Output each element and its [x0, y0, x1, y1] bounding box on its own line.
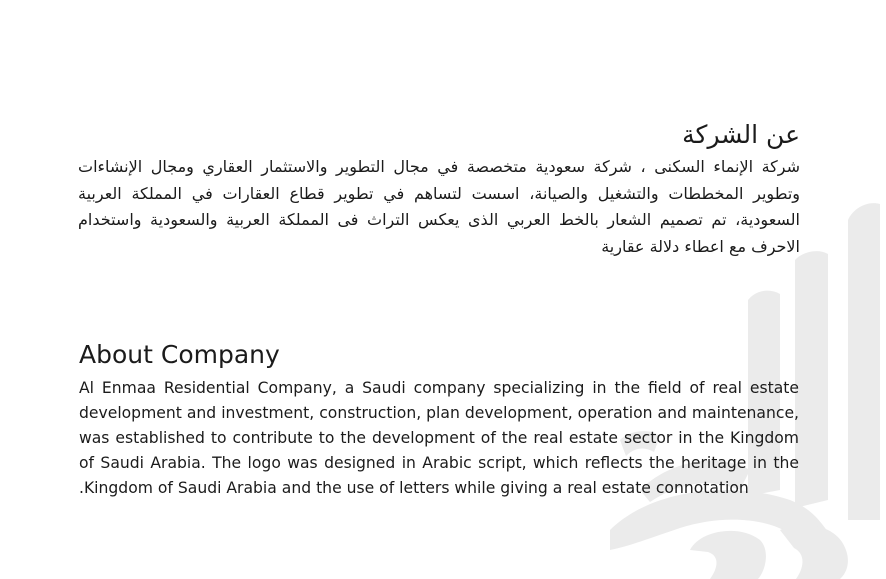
- arabic-section-body: شركة الإنماء السكنى ، شركة سعودية متخصصة في مجال التطوير والاستثمار العقاري ومجال الإنشاءات وتطوير المخططات والتشغيل والصيانة، اسست لتساهم في تطوير قطاع العقارات في المملكة العربية السعودية، تم تصميم الشعار بالخط العربي الذى يعكس التراث فى المملكة العربية والسعودية واستخدام الاحرف مع اعطاء دلالة عقارية: [78, 157, 800, 256]
- english-section-title: About Company: [79, 340, 280, 369]
- english-section-body: Al Enmaa Residential Company, a Saudi company specializing in the field of real estate development and investment, construction, plan development, operation and maintenance, was established to contribute to the development of the real estate sector in the Kingdom of Saudi Arabia. The logo was designed in Arabic script, which reflects the heritage in the .Kingdom of Saudi Arabia and the use of letters while giving a real estate connotation: [79, 379, 799, 497]
- arabic-section-title: عن الشركة: [682, 120, 800, 149]
- english-about-section: [79, 336, 799, 501]
- arabic-about-section: [78, 118, 800, 260]
